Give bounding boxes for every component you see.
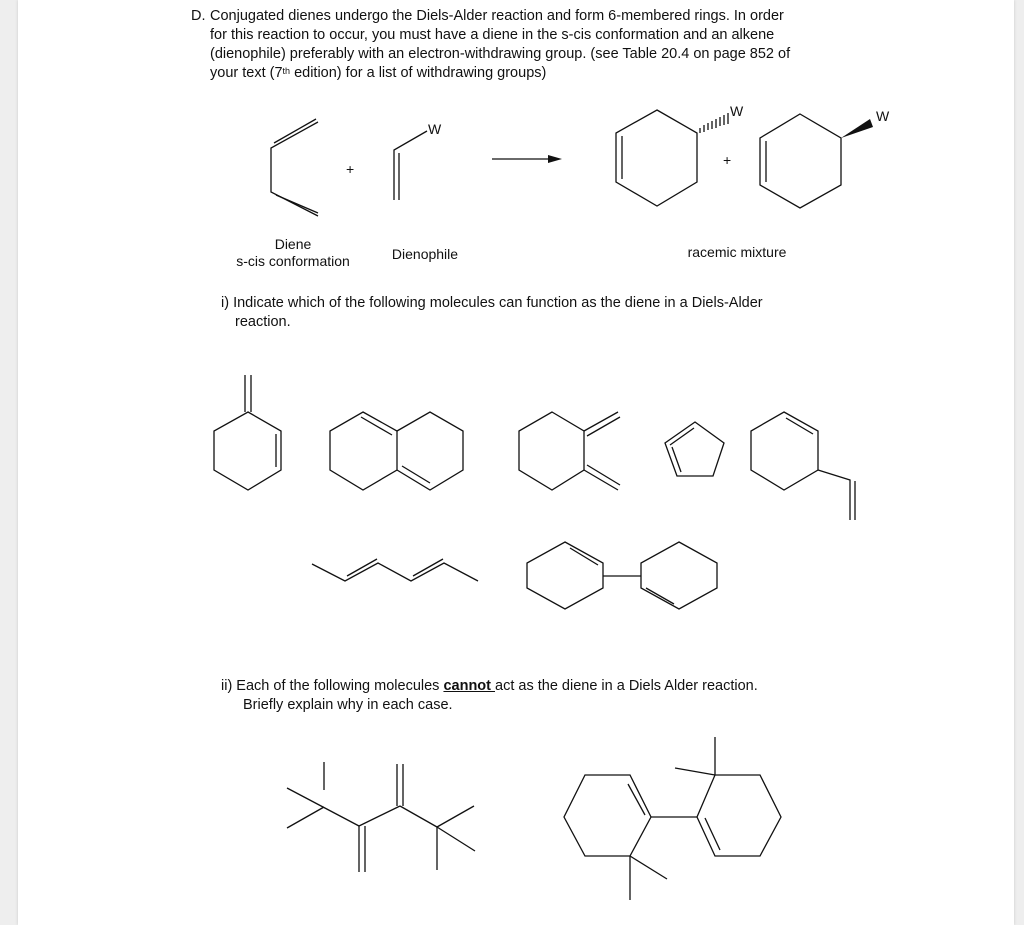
plus-sign: + xyxy=(346,161,355,177)
section-letter: D. xyxy=(191,8,206,24)
dienophile-label: Dienophile xyxy=(391,246,459,262)
molecule-bis-methylene-cyclohexane xyxy=(519,412,620,490)
question-ii-line-2: Briefly explain why in each case. xyxy=(243,697,453,713)
molecule-vinylcyclohexene xyxy=(751,412,855,520)
dienophile-structure xyxy=(394,131,427,200)
question-i-line-1: i) Indicate which of the following molecules can function as the diene in a Diels-Alder xyxy=(221,295,763,311)
diene-label: Diene xyxy=(274,236,312,252)
molecule-hexadiene-chain xyxy=(312,559,478,581)
diene-s-cis-structure xyxy=(271,119,318,216)
intro-line-3: (dienophile) preferably with an electron-withdrawing group. (see Table 20.4 on page 852 of xyxy=(210,46,791,62)
w-group-label: W xyxy=(428,121,442,137)
product-1-structure xyxy=(616,110,728,206)
question-ii-line-1: ii) Each of the following molecules cannot act as the diene in a Diels Alder reaction. xyxy=(221,678,758,694)
w-group-label: W xyxy=(730,103,744,119)
molecule-octahydronaphthalene xyxy=(330,412,463,490)
product-2-structure xyxy=(760,114,873,208)
molecule-methylenecyclohexene xyxy=(214,375,281,490)
molecule-tetramethyl-bicyclohexenyl xyxy=(564,737,781,900)
molecule-bicyclohexenyl xyxy=(527,542,717,609)
intro-line-2: for this reaction to occur, you must have a diene in the s-cis conformation and an alkene xyxy=(210,27,775,43)
w-group-label: W xyxy=(876,108,890,124)
intro-line-4: your text (7th edition) for a list of withdrawing groups) xyxy=(210,65,547,81)
s-cis-label: s-cis conformation xyxy=(236,253,350,269)
plus-sign: + xyxy=(723,152,732,168)
reaction-arrow xyxy=(492,155,562,163)
intro-line-1: Conjugated dienes undergo the Diels-Alder reaction and form 6-membered rings. In order xyxy=(210,8,784,24)
molecule-cyclopentadiene xyxy=(665,422,724,476)
molecule-hindered-diene xyxy=(287,762,475,872)
racemic-mixture-label: racemic mixture xyxy=(687,244,787,260)
question-i-line-2: reaction. xyxy=(235,314,291,330)
